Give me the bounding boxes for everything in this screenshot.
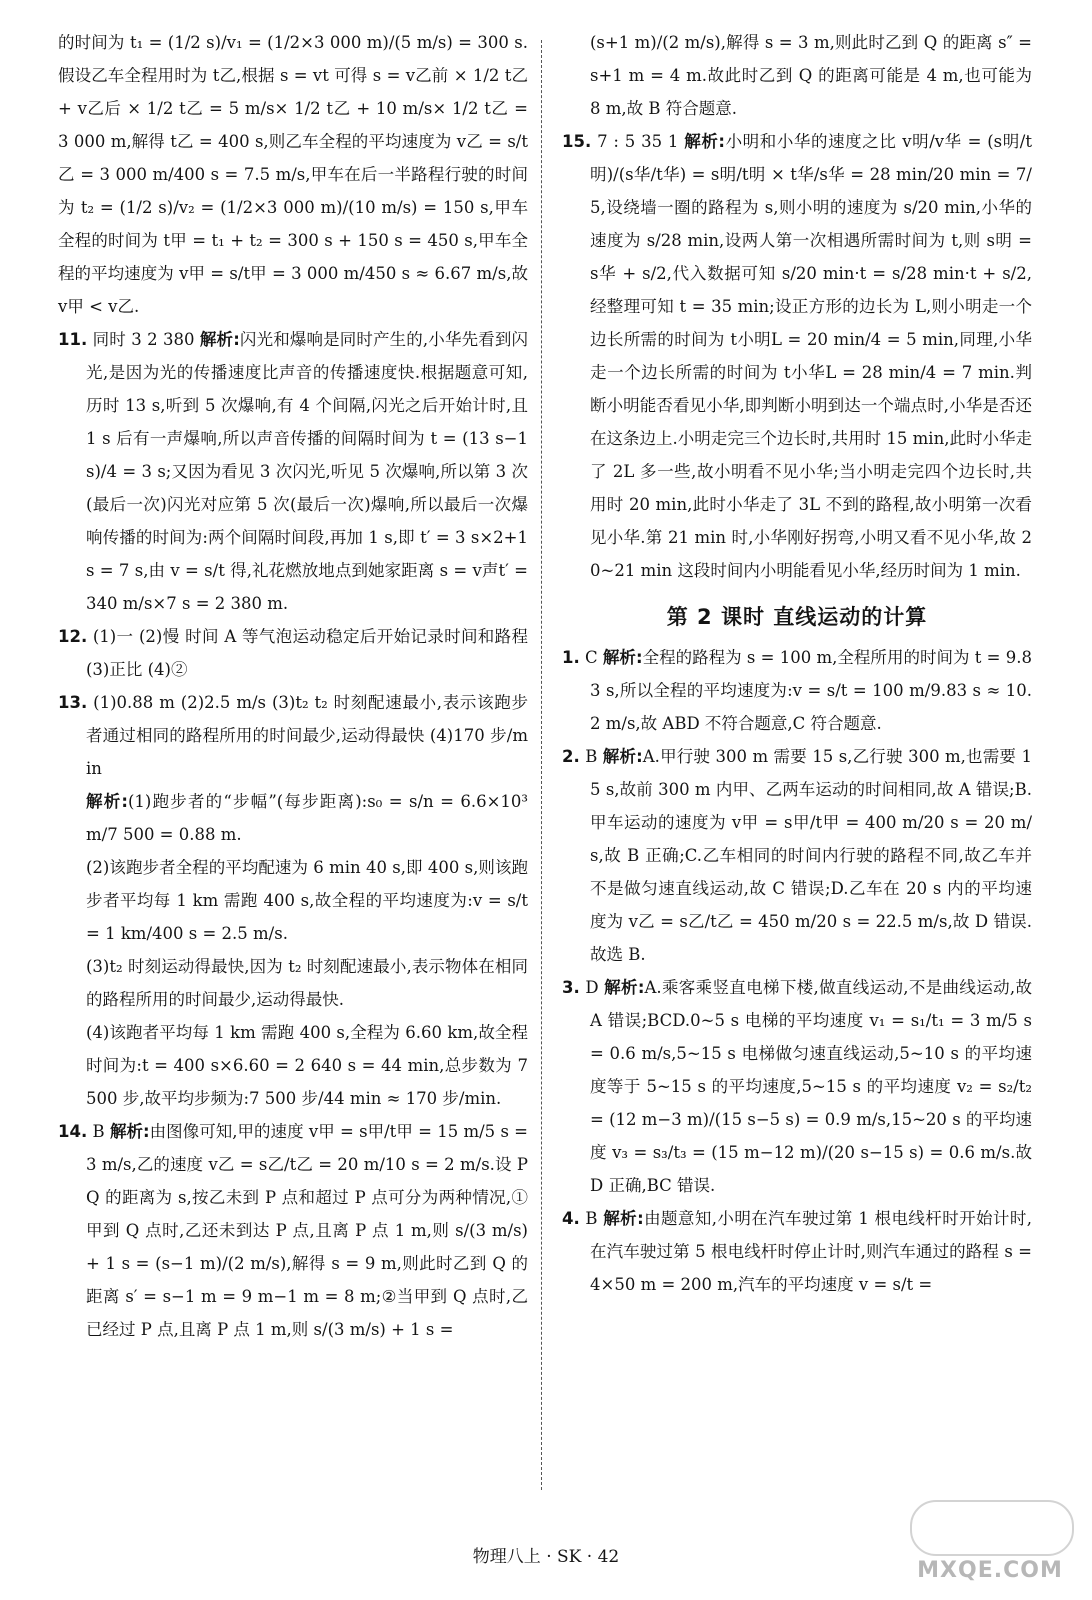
r4-analysis-label: 解析: [603, 1209, 644, 1228]
r4-answer-text: B [585, 1209, 598, 1228]
r3-number: 3. [562, 978, 580, 997]
q13-number: 13. [58, 693, 88, 712]
r3-analysis-label: 解析: [604, 978, 645, 997]
page-footer: 物理八上 · SK · 42 [472, 1547, 620, 1567]
q15-analysis-text: 小明和小华的速度之比 v明/v华 = (s明/t明)/(s华/t华) = s明/t明 × t华/s华 = 28 min/20 min = 7/5,设绕墙一圈的路程为 s,则小明的速度为 s/20 min,小华的速度为 s/28 min,设两人第一次相遇所需时间为 t,则 s明 = s华 + s/2,代入数据可知 s/20 min·t = s/28 min·t + s/2,经整理可知 t = 35 min;设正方形的边长为 L,则小明走一个边长所需的时间为 t小明L = 20 min/4 = 5 min,同理,小华走一个边长所需的时间为 t小华L = 28 min/4 = 7 min.判断小明能否看见小华,即判断小明到达一个端点时,小华是否还在这条边上.小明走完三个边长时,共用时 15 min,此时小华走了 2L 多一些,故小明看不见小华;当小明走完四个边长时,共用时 20 min,此时小华走了 3L 不到的路程,故小明第一次看见小华.第 21 min 时,小华刚好拐弯,小明又看不见小华,故 20~21 min 这段时间内小明能看见小华,经历时间为 1 min. [590, 132, 1032, 580]
r3-answer-text: D [585, 978, 599, 997]
q13-answer-text: (1)0.88 m (2)2.5 m/s (3)t₂ t₂ 时刻配速最小,表示该跑步者通过相同的路程所用的时间最少,运动得最快 (4)170 步/min [86, 693, 528, 778]
q10-continuation: 的时间为 t₁ = (1/2 s)/v₁ = (1/2×3 000 m)/(5 m/s) = 300 s.假设乙车全程用时为 t乙,根据 s = vt 可得 s = v乙前 × 1/2 t乙 + v乙后 × 1/2 t乙 = 5 m/s× 1/2 t乙 + 10 m/s× 1/2 t乙 = 3 000 m,解得 t乙 = 400 s,则乙车全程的平均速度为 v乙 = s/t乙 = 3 000 m/400 s = 7.5 m/s,甲车在后一半路程行驶的时间为 t₂ = (1/2 s)/v₂ = (1/2×3 000 m)/(10 m/s) = 150 s,甲车全程的时间为 t甲 = t₁ + t₂ = 300 s + 150 s = 450 s,甲车全程的平均速度为 v甲 = s/t甲 = 3 000 m/450 s ≈ 6.67 m/s,故 v甲 < v乙. [58, 33, 528, 316]
r2-analysis-text: A.甲行驶 300 m 需要 15 s,乙行驶 300 m,也需要 15 s,故前 300 m 内甲、乙两车运动的时间相同,故 A 错误;B.甲车运动的速度为 v甲 = s甲/t甲 = 400 m/20 s = 20 m/s,故 B 正确;C.乙车相同的时间内行驶的路程不同,故乙车并不是做匀速直线运动,故 C 错误;D.乙车在 20 s 内的平均速度为 v乙 = s乙/t乙 = 450 m/20 s = 22.5 m/s,故 D 错误.故选 B. [590, 747, 1033, 964]
q14-continuation: (s+1 m)/(2 m/s),解得 s = 3 m,则此时乙到 Q 的距离 s″ = s+1 m = 4 m.故此时乙到 Q 的距离可能是 4 m,也可能为 8 m,故 B 符合题意. [590, 33, 1032, 118]
q13-answer [58, 686, 528, 785]
q12-number: 12. [58, 627, 88, 646]
r1-analysis-text: 全程的路程为 s = 100 m,全程所用的时间为 t = 9.83 s,所以全程的平均速度为:v = s/t = 100 m/9.83 s ≈ 10.2 m/s,故 ABD 不符合题意,C 符合题意. [590, 648, 1032, 733]
r4-answer [562, 1202, 1032, 1301]
r2-analysis-label: 解析: [602, 747, 643, 766]
section-title: 第 2 课时 直线运动的计算 [666, 605, 928, 629]
r2-answer-text: B [585, 747, 598, 766]
r1-answer [562, 641, 1032, 740]
r4-number: 4. [562, 1209, 580, 1228]
right-column [562, 26, 1032, 1301]
r1-number: 1. [562, 648, 580, 667]
watermark [900, 1500, 1080, 1592]
r2-answer [562, 740, 1032, 971]
q15-number: 15. [562, 132, 592, 151]
q11-analysis-label: 解析: [199, 330, 240, 349]
q12-answer-text: (1)一 (2)慢 时间 A 等气泡运动稳定后开始记录时间和路程 (3)正比 (4)② [86, 627, 528, 679]
watermark-text: MXQE.COM [917, 1558, 1063, 1583]
q13-analysis-1-text: (1)跑步者的“步幅”(每步距离):s₀ = s/n = 6.6×10³ m/7 500 = 0.88 m. [86, 792, 529, 844]
q14-answer-text: B [92, 1122, 105, 1141]
r2-number: 2. [562, 747, 580, 766]
q11-answer [58, 323, 528, 620]
q15-answer-text: 7 : 5 35 1 [597, 132, 679, 151]
r3-analysis-text: A.乘客乘竖直电梯下楼,做直线运动,不是曲线运动,故 A 错误;BCD.0~5 s 电梯的平均速度 v₁ = s₁/t₁ = 3 m/5 s = 0.6 m/s,5~15 s 电梯做匀速直线运动,5~10 s 的平均速度等于 5~15 s 的平均速度,5~15 s 的平均速度 v₂ = s₂/t₂ = (12 m−3 m)/(15 s−5 s) = 0.9 m/s,15~20 s 的平均速度 v₃ = s₃/t₃ = (15 m−12 m)/(20 s−15 s) = 0.6 m/s.故 D 正确,BC 错误. [590, 978, 1032, 1195]
r3-answer [562, 971, 1032, 1202]
q13-analysis-4: (4)该跑者平均每 1 km 需跑 400 s,全程为 6.60 km,故全程时间为:t = 400 s×6.60 = 2 640 s = 44 min,总步数为 7 500 步,故平均步频为:7 500 步/44 min ≈ 170 步/min. [86, 1023, 528, 1108]
q11-number: 11. [58, 330, 88, 349]
r1-analysis-label: 解析: [602, 648, 643, 667]
r1-answer-text: C [585, 648, 598, 667]
q14-answer [58, 1115, 528, 1346]
q13-analysis-2: (2)该跑步者全程的平均配速为 6 min 40 s,即 400 s,则该跑步者平均每 1 km 需跑 400 s,故全程的平均速度为:v = s/t = 1 km/400 s = 2.5 m/s. [86, 858, 528, 943]
q13-analysis-3: (3)t₂ 时刻运动得最快,因为 t₂ 时刻配速最小,表示物体在相同的路程所用的时间最少,运动得最快. [86, 957, 528, 1009]
q14-analysis-label: 解析: [109, 1122, 150, 1141]
q15-analysis-label: 解析: [684, 132, 726, 151]
q14-analysis-text: 由图像可知,甲的速度 v甲 = s甲/t甲 = 15 m/5 s = 3 m/s,乙的速度 v乙 = s乙/t乙 = 20 m/10 s = 2 m/s.设 PQ 的距离为 s,按乙未到 P 点和超过 P 点可分为两种情况,①甲到 Q 点时,乙还未到达 P 点,且离 P 点 1 m,则 s/(3 m/s) + 1 s = (s−1 m)/(2 m/s),解得 s = 9 m,则此时乙到 Q 的距离 s′ = s−1 m = 9 m−1 m = 8 m;②当甲到 Q 点时,乙已经过 P 点,且离 P 点 1 m,则 s/(3 m/s) + 1 s = [86, 1122, 529, 1339]
q15-answer [562, 125, 1032, 587]
q14-number: 14. [58, 1122, 88, 1141]
q13-analysis-1 [58, 785, 528, 851]
column-divider [541, 40, 542, 1490]
left-column [58, 26, 528, 1346]
q11-analysis-text: 闪光和爆响是同时产生的,小华先看到闪光,是因为光的传播速度比声音的传播速度快.根据题意可知,历时 13 s,听到 5 次爆响,有 4 个间隔,闪光之后开始计时,且 1 s 后有一声爆响,所以声音传播的间隔时间为 t = (13 s−1 s)/4 = 3 s;又因为看见 3 次闪光,听见 5 次爆响,所以第 3 次(最后一次)闪光对应第 5 次(最后一次)爆响,所以最后一次爆响传播的时间为:两个间隔时间段,再加 1 s,即 t′ = 3 s×2+1 s = 7 s,由 v = s/t 得,礼花燃放地点到她家距离 s = v声t′ = 340 m/s×7 s = 2 380 m. [86, 330, 528, 613]
q11-answer-text: 同时 3 2 380 [92, 330, 195, 349]
q12-answer [58, 620, 528, 686]
watermark-logo-icon [910, 1500, 1074, 1556]
q13-analysis-label: 解析: [86, 792, 128, 811]
r4-analysis-text: 由题意知,小明在汽车驶过第 1 根电线杆时开始计时,在汽车驶过第 5 根电线杆时停止计时,则汽车通过的路程 s = 4×50 m = 200 m,汽车的平均速度 v = s/t = [590, 1209, 1033, 1294]
